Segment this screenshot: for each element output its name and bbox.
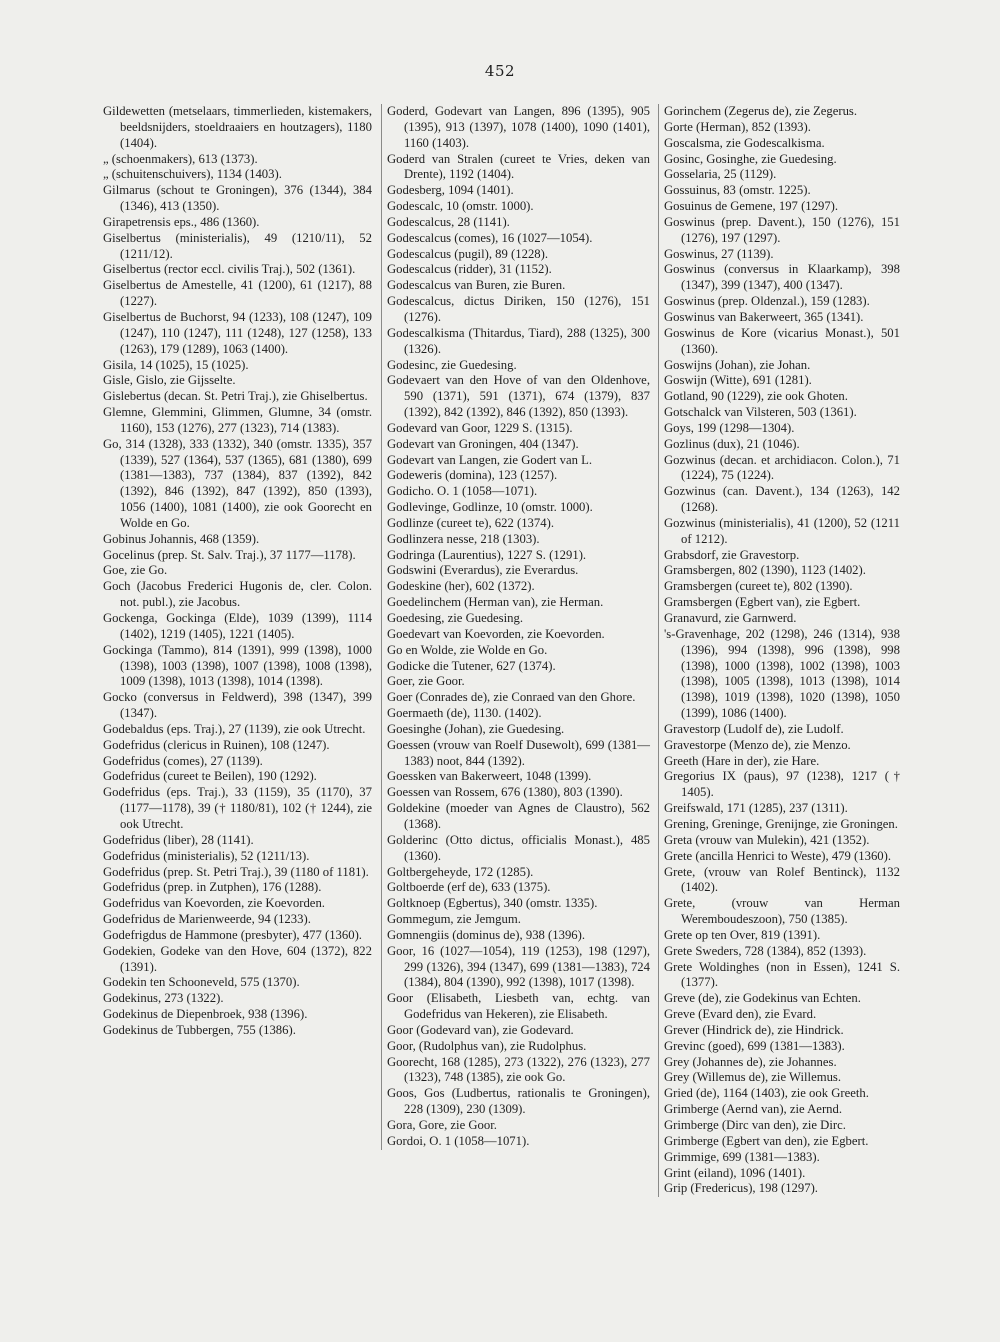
index-entry: Godekinus de Tubbergen, 755 (1386). [103, 1022, 296, 1037]
index-entry: Grip (Fredericus), 198 (1297). [664, 1181, 818, 1196]
index-entry: Giselbertus (ministerialis), 49 (1210/11), 52 (1211/12). [103, 230, 372, 261]
index-entry: Goor, 16 (1027—1054), 119 (1253), 198 (1297), 299 (1326), 394 (1347), 699 (1381—1383), 724 (1384), 804 (1390), 992 (1398), 1017 (1398). [387, 943, 650, 990]
index-entry: Grabsdorf, zie Gravestorp. [664, 547, 800, 562]
index-entry: Godeweris (domina), 123 (1257). [387, 468, 558, 483]
index-entry: Goessken van Bakerweert, 1048 (1399). [387, 769, 592, 784]
index-entry: Goor (Godevard van), zie Godevard. [387, 1022, 574, 1037]
index-entry: Goor (Elisabeth, Liesbeth van, echtg. van Godefridus van Hekeren), zie Elisabeth. [387, 991, 650, 1022]
index-entry: Giselbertus de Amestelle, 41 (1200), 61 (1217), 88 (1227). [103, 278, 372, 309]
index-entry: Grete Woldinghes (non in Essen), 1241 S. (1377). [664, 959, 900, 990]
index-entry: Gocko (conversus in Feldwerd), 398 (1347), 399 (1347). [103, 690, 372, 721]
index-entry: Goderd, Godevart van Langen, 896 (1395), 905 (1395), 913 (1397), 1078 (1400), 1090 (1401), 1160 (1403). [387, 104, 650, 150]
index-entry: Gravestorpe (Menzo de), zie Menzo. [664, 737, 851, 752]
index-entry: „ (schuitenschuivers), 1134 (1403). [103, 167, 282, 182]
index-entry: Goesinghe (Johan), zie Guedesing. [387, 721, 565, 736]
index-entry: Grevinc (goed), 699 (1381—1383). [664, 1038, 845, 1053]
index-entry: Gozlinus (dux), 21 (1046). [664, 436, 800, 451]
index-entry: Gomnengiis (dominus de), 938 (1396). [387, 927, 586, 942]
index-entry: Gora, Gore, zie Goor. [387, 1118, 497, 1132]
index-entry: Greeth (Hare in der), zie Hare. [664, 753, 820, 768]
index-entry: „ (schoenmakers), 613 (1373). [103, 151, 258, 166]
index-entry: Gregorius IX (paus), 97 (1238), 1217 († 1405). [664, 769, 900, 800]
index-entry: Godefridus de Marienweerde, 94 (1233). [103, 912, 311, 927]
index-entry: Godevart van Langen, zie Godert van L. [387, 452, 593, 467]
index-entry: Goermaeth (de), 1130. (1402). [387, 706, 542, 721]
index-entry: Gockenga, Gockinga (Elde), 1039 (1399), 1114 (1402), 1219 (1405), 1221 (1405). [103, 611, 372, 641]
index-entry: Godescalkisma (Thitardus, Tiard), 288 (1325), 300 (1326). [387, 325, 650, 356]
index-entry: Giselbertus (rector eccl. civilis Traj.), 502 (1361). [103, 262, 356, 277]
index-entry: Gockinga (Tammo), 814 (1391), 999 (1398), 1000 (1398), 1003 (1398), 1007 (1398), 1008 (1398), 1009 (1398), 1013 (1398), 1014 (1398). [103, 642, 372, 689]
index-entry: Greve (Evard den), zie Evard. [664, 1007, 817, 1022]
index-entry: Goswinus (prep. Oldenzal.), 159 (1283). [664, 294, 870, 309]
index-entry: Godescalcus (ridder), 31 (1152). [387, 262, 552, 277]
index-entry: Gosuinus de Gemene, 197 (1297). [664, 199, 839, 214]
index-entry: Godebaldus (eps. Traj.), 27 (1139), zie ook Utrecht. [103, 721, 366, 736]
index-entry: Godefridus (prep. in Zutphen), 176 (1288). [103, 880, 322, 895]
index-entry: Granavurd, zie Garnwerd. [664, 611, 797, 625]
index-entry: Glemne, Glemmini, Glimmen, Glumne, 34 (omstr. 1160), 153 (1276), 277 (1323), 714 (1383). [103, 405, 372, 435]
index-entry: Godekin ten Schooneveld, 575 (1370). [103, 975, 300, 990]
index-entry: Godefridus (ministerialis), 52 (1211/13). [103, 848, 310, 863]
index-entry: Godicho. O. 1 (1058—1071). [387, 484, 538, 499]
index-entry: Gotschalck van Vilsteren, 503 (1361). [664, 405, 857, 420]
index-entry: Godekien, Godeke van den Hove, 604 (1372), 822 (1391). [103, 943, 372, 974]
index-entry: Godlinzera nesse, 218 (1303). [387, 531, 540, 546]
index-entry: Gobinus Johannis, 468 (1359). [103, 531, 260, 546]
index-entry: Godefridus (cureet te Beilen), 190 (1292). [103, 769, 317, 784]
index-entry: Godefridus (prep. St. Petri Traj.), 39 (1180 of 1181). [103, 864, 369, 879]
index-entry: Greta (vrouw van Mulekin), 421 (1352). [664, 832, 870, 847]
index-entry: Goswinus van Bakerweert, 365 (1341). [664, 309, 864, 324]
index-entry: Gordoi, O. 1 (1058—1071). [387, 1133, 530, 1148]
index-entry: Goswinus (conversus in Klaarkamp), 398 (1347), 399 (1347), 400 (1347). [664, 262, 900, 293]
index-entry: Gozwinus (ministerialis), 41 (1200), 52 (1211 of 1212). [664, 515, 900, 546]
index-entry: Gramsbergen (Egbert van), zie Egbert. [664, 595, 861, 610]
index-entry: Godesinc, zie Guedesing. [387, 357, 517, 372]
page-number: 452 [484, 62, 516, 80]
index-entry: Grimberge (Dirc van den), zie Dirc. [664, 1118, 846, 1132]
index-entry: Godescalcus (pugil), 89 (1228). [387, 246, 549, 261]
index-entry: Godswini (Everardus), zie Everardus. [387, 563, 579, 578]
index-entry: Goderd van Stralen (cureet te Vries, deken van Drente), 1192 (1404). [387, 151, 650, 182]
index-entry: Goe, zie Go. [103, 563, 168, 578]
index-entry: Godefrigdus de Hammone (presbyter), 477 (1360). [103, 927, 362, 942]
index-entry: Grete (ancilla Henrici to Weste), 479 (1360). [664, 848, 892, 863]
index-entry: Grete, (vrouw van Herman Weremboudeszoon), 750 (1385). [664, 896, 900, 927]
index-column-1 [103, 104, 372, 1039]
index-entry: Goltknoep (Egbertus), 340 (omstr. 1335). [387, 896, 598, 911]
index-entry: Goswijn (Witte), 691 (1281). [664, 373, 812, 388]
index-entry: Goer, zie Goor. [387, 674, 465, 689]
index-entry: Godekinus de Diepenbroek, 938 (1396). [103, 1007, 308, 1022]
index-entry: Grimberge (Aernd van), zie Aernd. [664, 1102, 843, 1117]
index-entry: Grimberge (Egbert van den), zie Egbert. [664, 1133, 869, 1148]
index-entry: Gislebertus (decan. St. Petri Traj.), zie Ghiselbertus. [103, 389, 368, 404]
index-entry: Goswinus (prep. Davent.), 150 (1276), 151 (1276), 197 (1297). [664, 214, 900, 245]
index-entry: Gommegum, zie Jemgum. [387, 912, 521, 927]
index-entry: Godefridus (eps. Traj.), 33 (1159), 35 (1170), 37 (1177—1178), 39 († 1180/81), 102 († 1244), zie ook Utrecht. [103, 785, 372, 831]
index-entry: Godlevinge, Godlinze, 10 (omstr. 1000). [387, 500, 593, 515]
index-entry: 's-Gravenhage, 202 (1298), 246 (1314), 938 (1396), 994 (1398), 996 (1398), 998 (1398), 1000 (1398), 1002 (1398), 1003 (1398), 1005 (1398), 1013 (1398), 1014 (1398), 1019 (1398), 1020 (1398), 1050 (1399), 1086 (1400). [664, 626, 900, 721]
index-entry: Greifswald, 171 (1285), 237 (1311). [664, 801, 848, 816]
index-entry: Godescalcus, dictus Diriken, 150 (1276), 151 (1276). [387, 294, 650, 324]
index-entry: Grever (Hindrick de), zie Hindrick. [664, 1022, 844, 1037]
index-entry: Godevard van Goor, 1229 S. (1315). [387, 420, 573, 435]
index-entry: Godefridus (clericus in Ruinen), 108 (1247). [103, 737, 330, 752]
index-entry: Goessen (vrouw van Roelf Dusewolt), 699 (1381—1383) noot, 844 (1392). [387, 737, 650, 768]
index-entry: Godevart van Groningen, 404 (1347). [387, 436, 579, 451]
index-entry: Goorecht, 168 (1285), 273 (1322), 276 (1323), 277 (1323), 748 (1385), zie ook Go. [387, 1054, 650, 1085]
index-entry: Grint (eiland), 1096 (1401). [664, 1165, 806, 1180]
index-entry: Gisila, 14 (1025), 15 (1025). [103, 357, 249, 372]
index-entry: Gilmarus (schout te Groningen), 376 (1344), 384 (1346), 413 (1350). [103, 183, 372, 214]
index-entry: Godeskine (her), 602 (1372). [387, 579, 535, 594]
index-entry: Godefridus van Koevorden, zie Koevorden. [103, 896, 325, 911]
index-entry: Goer (Conrades de), zie Conraed van den Ghore. [387, 690, 636, 705]
index-entry: Grete op ten Over, 819 (1391). [664, 927, 821, 942]
index-entry: Gorinchem (Zegerus de), zie Zegerus. [664, 104, 858, 118]
index-entry: Godefridus (comes), 27 (1139). [103, 753, 263, 768]
index-entry: Gotland, 90 (1229), zie ook Ghoten. [664, 389, 848, 404]
index-entry: Goltbergeheyde, 172 (1285). [387, 864, 534, 879]
index-entry: Godringa (Laurentius), 1227 S. (1291). [387, 547, 587, 562]
index-entry: Go, 314 (1328), 333 (1332), 340 (omstr. 1335), 357 (1339), 527 (1364), 537 (1365), 681 (1380), 699 (1381—1383), 737 (1384), 837 (1392), 842 (1392), 846 (1392), 847 (1392), 850 (1393), 1056 (1400), 1081 (1400), zie ook Goorecht en Wolde en Go. [103, 436, 372, 530]
index-entry: Godefridus (liber), 28 (1141). [103, 832, 254, 847]
index-entry: Goys, 199 (1298—1304). [664, 420, 795, 435]
index-entry: Goedevart van Koevorden, zie Koevorden. [387, 626, 605, 641]
index-column-3 [658, 104, 900, 1197]
index-entry: Goedelinchem (Herman van), zie Herman. [387, 595, 604, 610]
index-entry: Gisle, Gislo, zie Gijsselte. [103, 373, 236, 388]
index-entry: Gravestorp (Ludolf de), zie Ludolf. [664, 721, 844, 736]
index-entry: Gocelinus (prep. St. Salv. Traj.), 37 1177—1178). [103, 547, 356, 562]
index-entry: Goor, (Rudolphus van), zie Rudolphus. [387, 1038, 587, 1053]
index-entry: Go en Wolde, zie Wolde en Go. [387, 642, 548, 657]
index-column-2 [381, 104, 650, 1150]
index-entry: Goltboerde (erf de), 633 (1375). [387, 880, 551, 895]
index-entry: Goldekine (moeder van Agnes de Claustro), 562 (1368). [387, 801, 650, 831]
index-entry: Godescalcus (comes), 16 (1027—1054). [387, 230, 593, 245]
index-entry: Gramsbergen (cureet te), 802 (1390). [664, 579, 853, 594]
index-entry: Godicke die Tutener, 627 (1374). [387, 658, 556, 673]
index-entry: Gossuinus, 83 (omstr. 1225). [664, 183, 811, 198]
index-entry: Goedesing, zie Guedesing. [387, 611, 524, 625]
index-entry: Godevaert van den Hove of van den Oldenhove, 590 (1371), 591 (1371), 674 (1379), 837 (1392), 842 (1392), 846 (1392), 850 (1393). [387, 373, 650, 420]
index-entry: Gramsbergen, 802 (1390), 1123 (1402). [664, 563, 866, 578]
index-entry: Godescalcus van Buren, zie Buren. [387, 278, 566, 293]
index-entry: Goswinus de Kore (vicarius Monast.), 501 (1360). [664, 325, 900, 356]
index-entry: Giselbertus de Buchorst, 94 (1233), 108 (1247), 109 (1247), 110 (1247), 111 (1248), 127 (1258), 133 (1263), 179 (1289), 1063 (1400). [103, 309, 372, 356]
index-entry: Greve (de), zie Godekinus van Echten. [664, 991, 861, 1006]
index-entry: Godlinze (cureet te), 622 (1374). [387, 515, 554, 530]
index-entry: Godescalcus, 28 (1141). [387, 214, 510, 229]
index-entry: Godesberg, 1094 (1401). [387, 183, 514, 198]
index-entry: Goscalsma, zie Godescalkisma. [664, 135, 825, 150]
index-entry: Gozwinus (can. Davent.), 134 (1263), 142 (1268). [664, 484, 900, 515]
index-entry: Godescalc, 10 (omstr. 1000). [387, 199, 534, 214]
index-entry: Goessen van Rossem, 676 (1380), 803 (1390). [387, 785, 623, 800]
index-entry: Grete, (vrouw van Rolef Bentinck), 1132 (1402). [664, 864, 900, 895]
index-entry: Gosselaria, 25 (1129). [664, 167, 777, 182]
index-entry: Gildewetten (metselaars, timmerlieden, kistemakers, beeldsnijders, stoeldraaiers en houtzagers), 1180 (1404). [103, 104, 372, 150]
index-entry: Grete Sweders, 728 (1384), 852 (1393). [664, 943, 867, 958]
index-entry: Gosinc, Gosinghe, zie Guedesing. [664, 151, 837, 166]
index-entry: Girapetrensis eps., 486 (1360). [103, 214, 260, 229]
index-entry: Godekinus, 273 (1322). [103, 991, 224, 1006]
index-entry: Grening, Greninge, Grenijnge, zie Groningen. [664, 816, 898, 831]
index-entry: Goch (Jacobus Frederici Hugonis de, cler. Colon. not. publ.), zie Jacobus. [103, 579, 372, 610]
index-entry: Gozwinus (decan. et archidiacon. Colon.), 71 (1224), 75 (1224). [664, 452, 900, 483]
index-entry: Grey (Johannes de), zie Johannes. [664, 1054, 837, 1069]
index-entry: Golderinc (Otto dictus, officialis Monast.), 485 (1360). [387, 832, 650, 863]
index-entry: Grey (Willemus de), zie Willemus. [664, 1070, 842, 1085]
index-entry: Grimmige, 699 (1381—1383). [664, 1149, 820, 1164]
index-entry: Gried (de), 1164 (1403), zie ook Greeth. [664, 1086, 869, 1101]
index-entry: Goos, Gos (Ludbertus, rationalis te Groningen), 228 (1309), 230 (1309). [387, 1086, 650, 1117]
index-entry: Gorte (Herman), 852 (1393). [664, 119, 811, 134]
index-entry: Goswinus, 27 (1139). [664, 246, 774, 261]
index-entry: Goswijns (Johan), zie Johan. [664, 357, 811, 372]
